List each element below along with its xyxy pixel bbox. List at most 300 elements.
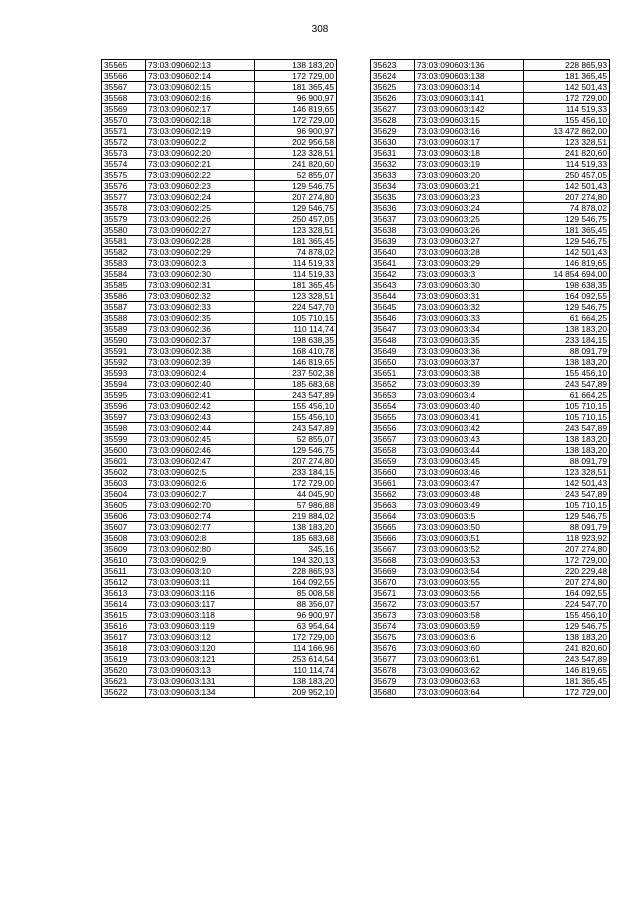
cadastral-number-cell: 73:03:090602:42 bbox=[146, 401, 255, 412]
table-row bbox=[102, 291, 337, 302]
cadastral-number-cell: 73:03:090603:118 bbox=[146, 610, 255, 621]
value-cell: 138 183,20 bbox=[524, 324, 610, 335]
table-row bbox=[371, 236, 610, 247]
table-row bbox=[371, 566, 610, 577]
row-number-cell: 35593 bbox=[102, 368, 146, 379]
cadastral-number-cell: 73:03:090602:74 bbox=[146, 511, 255, 522]
table-row bbox=[102, 170, 337, 181]
table-row bbox=[102, 93, 337, 104]
table-row bbox=[371, 225, 610, 236]
cadastral-number-cell: 73:03:090603:39 bbox=[415, 379, 524, 390]
table-row bbox=[102, 643, 337, 654]
cadastral-number-cell: 73:03:090603:17 bbox=[415, 137, 524, 148]
row-number-cell: 35635 bbox=[371, 192, 415, 203]
row-number-cell: 35587 bbox=[102, 302, 146, 313]
row-number-cell: 35605 bbox=[102, 500, 146, 511]
table-row bbox=[371, 478, 610, 489]
cadastral-number-cell: 73:03:090603:23 bbox=[415, 192, 524, 203]
row-number-cell: 35642 bbox=[371, 269, 415, 280]
cadastral-number-cell: 73:03:090603:56 bbox=[415, 588, 524, 599]
value-cell: 172 729,00 bbox=[524, 687, 610, 698]
row-number-cell: 35577 bbox=[102, 192, 146, 203]
table-row bbox=[371, 511, 610, 522]
value-cell: 146 819,65 bbox=[255, 357, 337, 368]
cadastral-number-cell: 73:03:090603:116 bbox=[146, 588, 255, 599]
value-cell: 345,16 bbox=[255, 544, 337, 555]
value-cell: 181 365,45 bbox=[524, 225, 610, 236]
value-cell: 129 546,75 bbox=[524, 236, 610, 247]
value-cell: 243 547,89 bbox=[524, 489, 610, 500]
row-number-cell: 35578 bbox=[102, 203, 146, 214]
cadastral-number-cell: 73:03:090603:29 bbox=[415, 258, 524, 269]
row-number-cell: 35638 bbox=[371, 225, 415, 236]
value-cell: 118 923,92 bbox=[524, 533, 610, 544]
table-row bbox=[371, 71, 610, 82]
table-row bbox=[102, 610, 337, 621]
cadastral-number-cell: 73:03:090603:134 bbox=[146, 687, 255, 698]
value-cell: 228 865,93 bbox=[255, 566, 337, 577]
row-number-cell: 35594 bbox=[102, 379, 146, 390]
value-cell: 123 328,51 bbox=[255, 225, 337, 236]
row-number-cell: 35658 bbox=[371, 445, 415, 456]
cadastral-number-cell: 73:03:090602:23 bbox=[146, 181, 255, 192]
row-number-cell: 35613 bbox=[102, 588, 146, 599]
table-row bbox=[371, 313, 610, 324]
table-row bbox=[102, 522, 337, 533]
table-row bbox=[371, 368, 610, 379]
row-number-cell: 35656 bbox=[371, 423, 415, 434]
row-number-cell: 35652 bbox=[371, 379, 415, 390]
row-number-cell: 35637 bbox=[371, 214, 415, 225]
row-number-cell: 35612 bbox=[102, 577, 146, 588]
row-number-cell: 35676 bbox=[371, 643, 415, 654]
row-number-cell: 35675 bbox=[371, 632, 415, 643]
value-cell: 243 547,89 bbox=[524, 423, 610, 434]
row-number-cell: 35576 bbox=[102, 181, 146, 192]
cadastral-number-cell: 73:03:090602:7 bbox=[146, 489, 255, 500]
cadastral-number-cell: 73:03:090602:39 bbox=[146, 357, 255, 368]
table-row bbox=[102, 654, 337, 665]
table-row bbox=[371, 357, 610, 368]
table-row bbox=[371, 148, 610, 159]
table-row bbox=[371, 335, 610, 346]
cadastral-number-cell: 73:03:090602:18 bbox=[146, 115, 255, 126]
table-row bbox=[371, 467, 610, 478]
row-number-cell: 35668 bbox=[371, 555, 415, 566]
table-row bbox=[371, 544, 610, 555]
row-number-cell: 35665 bbox=[371, 522, 415, 533]
cadastral-number-cell: 73:03:090603:21 bbox=[415, 181, 524, 192]
row-number-cell: 35655 bbox=[371, 412, 415, 423]
table-row bbox=[102, 71, 337, 82]
table-row bbox=[102, 104, 337, 115]
cadastral-number-cell: 73:03:090603:30 bbox=[415, 280, 524, 291]
table-row bbox=[371, 412, 610, 423]
cadastral-number-cell: 73:03:090603:138 bbox=[415, 71, 524, 82]
value-cell: 146 819,65 bbox=[524, 665, 610, 676]
row-number-cell: 35639 bbox=[371, 236, 415, 247]
value-cell: 52 855,07 bbox=[255, 434, 337, 445]
table-row bbox=[371, 126, 610, 137]
cadastral-number-cell: 73:03:090603:14 bbox=[415, 82, 524, 93]
row-number-cell: 35589 bbox=[102, 324, 146, 335]
row-number-cell: 35666 bbox=[371, 533, 415, 544]
table-row bbox=[371, 82, 610, 93]
value-cell: 181 365,45 bbox=[524, 71, 610, 82]
table-row bbox=[371, 456, 610, 467]
cadastral-number-cell: 73:03:090602:36 bbox=[146, 324, 255, 335]
value-cell: 44 045,90 bbox=[255, 489, 337, 500]
table-row bbox=[102, 302, 337, 313]
row-number-cell: 35646 bbox=[371, 313, 415, 324]
value-cell: 142 501,43 bbox=[524, 478, 610, 489]
cadastral-number-cell: 73:03:090602:44 bbox=[146, 423, 255, 434]
cadastral-number-cell: 73:03:090602:30 bbox=[146, 269, 255, 280]
table-row bbox=[371, 522, 610, 533]
cadastral-number-cell: 73:03:090602:22 bbox=[146, 170, 255, 181]
row-number-cell: 35653 bbox=[371, 390, 415, 401]
cadastral-number-cell: 73:03:090602:19 bbox=[146, 126, 255, 137]
value-cell: 172 729,00 bbox=[524, 555, 610, 566]
table-row bbox=[102, 544, 337, 555]
table-row bbox=[371, 93, 610, 104]
table-row bbox=[102, 533, 337, 544]
cadastral-number-cell: 73:03:090603:55 bbox=[415, 577, 524, 588]
row-number-cell: 35679 bbox=[371, 676, 415, 687]
value-cell: 220 229,48 bbox=[524, 566, 610, 577]
table-row bbox=[102, 247, 337, 258]
table-row bbox=[371, 445, 610, 456]
value-cell: 88 091,79 bbox=[524, 456, 610, 467]
table-row bbox=[371, 599, 610, 610]
row-number-cell: 35623 bbox=[371, 60, 415, 71]
table-row bbox=[102, 60, 337, 71]
table-row bbox=[371, 423, 610, 434]
row-number-cell: 35609 bbox=[102, 544, 146, 555]
value-cell: 57 986,88 bbox=[255, 500, 337, 511]
value-cell: 142 501,43 bbox=[524, 181, 610, 192]
cadastral-number-cell: 73:03:090603:63 bbox=[415, 676, 524, 687]
cadastral-number-cell: 73:03:090603:40 bbox=[415, 401, 524, 412]
table-row bbox=[371, 489, 610, 500]
table-row bbox=[371, 346, 610, 357]
cadastral-number-cell: 73:03:090603:52 bbox=[415, 544, 524, 555]
value-cell: 155 456,10 bbox=[524, 115, 610, 126]
value-cell: 181 365,45 bbox=[255, 236, 337, 247]
row-number-cell: 35678 bbox=[371, 665, 415, 676]
row-number-cell: 35580 bbox=[102, 225, 146, 236]
row-number-cell: 35671 bbox=[371, 588, 415, 599]
value-cell: 123 328,51 bbox=[255, 148, 337, 159]
value-cell: 114 519,33 bbox=[524, 104, 610, 115]
value-cell: 123 328,51 bbox=[524, 467, 610, 478]
table-row bbox=[102, 687, 337, 698]
table-row bbox=[102, 456, 337, 467]
register-table-left-body bbox=[102, 60, 337, 698]
table-row bbox=[102, 115, 337, 126]
table-row bbox=[371, 247, 610, 258]
table-row bbox=[102, 181, 337, 192]
cadastral-number-cell: 73:03:090603:45 bbox=[415, 456, 524, 467]
cadastral-number-cell: 73:03:090602:45 bbox=[146, 434, 255, 445]
cadastral-number-cell: 73:03:090602:43 bbox=[146, 412, 255, 423]
row-number-cell: 35650 bbox=[371, 357, 415, 368]
cadastral-number-cell: 73:03:090603:44 bbox=[415, 445, 524, 456]
table-row bbox=[371, 676, 610, 687]
cadastral-number-cell: 73:03:090602:21 bbox=[146, 159, 255, 170]
value-cell: 250 457,05 bbox=[524, 170, 610, 181]
value-cell: 241 820,60 bbox=[255, 159, 337, 170]
cadastral-number-cell: 73:03:090603:24 bbox=[415, 203, 524, 214]
row-number-cell: 35621 bbox=[102, 676, 146, 687]
cadastral-number-cell: 73:03:090603:6 bbox=[415, 632, 524, 643]
value-cell: 194 320,13 bbox=[255, 555, 337, 566]
cadastral-number-cell: 73:03:090603:131 bbox=[146, 676, 255, 687]
value-cell: 155 456,10 bbox=[524, 368, 610, 379]
value-cell: 181 365,45 bbox=[524, 676, 610, 687]
value-cell: 123 328,51 bbox=[255, 291, 337, 302]
table-row bbox=[371, 302, 610, 313]
cadastral-number-cell: 73:03:090603:50 bbox=[415, 522, 524, 533]
value-cell: 105 710,15 bbox=[524, 401, 610, 412]
value-cell: 129 546,75 bbox=[255, 181, 337, 192]
table-row bbox=[102, 621, 337, 632]
value-cell: 172 729,00 bbox=[255, 632, 337, 643]
table-row bbox=[102, 324, 337, 335]
table-row bbox=[102, 467, 337, 478]
cadastral-number-cell: 73:03:090603:59 bbox=[415, 621, 524, 632]
row-number-cell: 35622 bbox=[102, 687, 146, 698]
cadastral-number-cell: 73:03:090603:33 bbox=[415, 313, 524, 324]
cadastral-number-cell: 73:03:090602:6 bbox=[146, 478, 255, 489]
row-number-cell: 35592 bbox=[102, 357, 146, 368]
table-row bbox=[371, 555, 610, 566]
value-cell: 61 664,25 bbox=[524, 313, 610, 324]
row-number-cell: 35664 bbox=[371, 511, 415, 522]
cadastral-number-cell: 73:03:090603:19 bbox=[415, 159, 524, 170]
cadastral-number-cell: 73:03:090602:70 bbox=[146, 500, 255, 511]
cadastral-number-cell: 73:03:090603:46 bbox=[415, 467, 524, 478]
table-row bbox=[371, 104, 610, 115]
row-number-cell: 35606 bbox=[102, 511, 146, 522]
value-cell: 198 638,35 bbox=[255, 335, 337, 346]
cadastral-number-cell: 73:03:090603:48 bbox=[415, 489, 524, 500]
row-number-cell: 35673 bbox=[371, 610, 415, 621]
row-number-cell: 35647 bbox=[371, 324, 415, 335]
value-cell: 74 878,02 bbox=[524, 203, 610, 214]
row-number-cell: 35636 bbox=[371, 203, 415, 214]
table-row bbox=[102, 214, 337, 225]
cadastral-number-cell: 73:03:090603:35 bbox=[415, 335, 524, 346]
cadastral-number-cell: 73:03:090603:42 bbox=[415, 423, 524, 434]
cadastral-number-cell: 73:03:090602:5 bbox=[146, 467, 255, 478]
cadastral-number-cell: 73:03:090603:10 bbox=[146, 566, 255, 577]
cadastral-number-cell: 73:03:090603:58 bbox=[415, 610, 524, 621]
value-cell: 207 274,80 bbox=[524, 192, 610, 203]
table-row bbox=[102, 126, 337, 137]
row-number-cell: 35641 bbox=[371, 258, 415, 269]
table-row bbox=[371, 632, 610, 643]
table-row bbox=[102, 258, 337, 269]
table-row bbox=[102, 511, 337, 522]
cadastral-number-cell: 73:03:090603:16 bbox=[415, 126, 524, 137]
value-cell: 114 519,33 bbox=[255, 258, 337, 269]
table-row bbox=[102, 577, 337, 588]
value-cell: 96 900,97 bbox=[255, 126, 337, 137]
row-number-cell: 35625 bbox=[371, 82, 415, 93]
cadastral-number-cell: 73:03:090602:13 bbox=[146, 60, 255, 71]
cadastral-number-cell: 73:03:090603:120 bbox=[146, 643, 255, 654]
cadastral-number-cell: 73:03:090602:77 bbox=[146, 522, 255, 533]
value-cell: 61 664,25 bbox=[524, 390, 610, 401]
value-cell: 168 410,78 bbox=[255, 346, 337, 357]
row-number-cell: 35582 bbox=[102, 247, 146, 258]
cadastral-number-cell: 73:03:090602:20 bbox=[146, 148, 255, 159]
cadastral-number-cell: 73:03:090603:38 bbox=[415, 368, 524, 379]
cadastral-number-cell: 73:03:090603:20 bbox=[415, 170, 524, 181]
row-number-cell: 35651 bbox=[371, 368, 415, 379]
row-number-cell: 35607 bbox=[102, 522, 146, 533]
value-cell: 110 114,74 bbox=[255, 324, 337, 335]
value-cell: 138 183,20 bbox=[255, 676, 337, 687]
row-number-cell: 35603 bbox=[102, 478, 146, 489]
table-row bbox=[371, 280, 610, 291]
row-number-cell: 35640 bbox=[371, 247, 415, 258]
cadastral-number-cell: 73:03:090602:24 bbox=[146, 192, 255, 203]
row-number-cell: 35600 bbox=[102, 445, 146, 456]
table-row bbox=[102, 390, 337, 401]
cadastral-number-cell: 73:03:090602:41 bbox=[146, 390, 255, 401]
row-number-cell: 35611 bbox=[102, 566, 146, 577]
cadastral-number-cell: 73:03:090603:62 bbox=[415, 665, 524, 676]
cadastral-number-cell: 73:03:090602:28 bbox=[146, 236, 255, 247]
row-number-cell: 35590 bbox=[102, 335, 146, 346]
value-cell: 96 900,97 bbox=[255, 610, 337, 621]
value-cell: 224 547,70 bbox=[524, 599, 610, 610]
row-number-cell: 35570 bbox=[102, 115, 146, 126]
cadastral-number-cell: 73:03:090602:16 bbox=[146, 93, 255, 104]
row-number-cell: 35602 bbox=[102, 467, 146, 478]
row-number-cell: 35598 bbox=[102, 423, 146, 434]
cadastral-number-cell: 73:03:090603:32 bbox=[415, 302, 524, 313]
row-number-cell: 35672 bbox=[371, 599, 415, 610]
cadastral-number-cell: 73:03:090603:27 bbox=[415, 236, 524, 247]
cadastral-number-cell: 73:03:090603:13 bbox=[146, 665, 255, 676]
table-row bbox=[371, 500, 610, 511]
value-cell: 13 472 862,00 bbox=[524, 126, 610, 137]
row-number-cell: 35670 bbox=[371, 577, 415, 588]
page-number: 308 bbox=[311, 24, 329, 35]
value-cell: 105 710,15 bbox=[524, 412, 610, 423]
row-number-cell: 35654 bbox=[371, 401, 415, 412]
table-row bbox=[371, 170, 610, 181]
value-cell: 138 183,20 bbox=[255, 522, 337, 533]
row-number-cell: 35626 bbox=[371, 93, 415, 104]
row-number-cell: 35680 bbox=[371, 687, 415, 698]
cadastral-number-cell: 73:03:090603:49 bbox=[415, 500, 524, 511]
table-row bbox=[102, 192, 337, 203]
row-number-cell: 35630 bbox=[371, 137, 415, 148]
value-cell: 172 729,00 bbox=[255, 115, 337, 126]
table-row bbox=[102, 346, 337, 357]
value-cell: 142 501,43 bbox=[524, 82, 610, 93]
value-cell: 243 547,89 bbox=[255, 390, 337, 401]
value-cell: 250 457,05 bbox=[255, 214, 337, 225]
table-row bbox=[102, 665, 337, 676]
table-row bbox=[102, 203, 337, 214]
value-cell: 146 819,65 bbox=[524, 258, 610, 269]
table-row bbox=[102, 82, 337, 93]
row-number-cell: 35583 bbox=[102, 258, 146, 269]
cadastral-number-cell: 73:03:090602:25 bbox=[146, 203, 255, 214]
cadastral-number-cell: 73:03:090603:60 bbox=[415, 643, 524, 654]
row-number-cell: 35569 bbox=[102, 104, 146, 115]
table-row bbox=[102, 555, 337, 566]
row-number-cell: 35572 bbox=[102, 137, 146, 148]
table-row bbox=[371, 665, 610, 676]
value-cell: 172 729,00 bbox=[524, 93, 610, 104]
row-number-cell: 35648 bbox=[371, 335, 415, 346]
table-row bbox=[371, 203, 610, 214]
value-cell: 138 183,20 bbox=[524, 357, 610, 368]
row-number-cell: 35631 bbox=[371, 148, 415, 159]
cadastral-number-cell: 73:03:090603:18 bbox=[415, 148, 524, 159]
cadastral-number-cell: 73:03:090603:34 bbox=[415, 324, 524, 335]
value-cell: 228 865,93 bbox=[524, 60, 610, 71]
value-cell: 129 546,75 bbox=[524, 511, 610, 522]
cadastral-number-cell: 73:03:090603:136 bbox=[415, 60, 524, 71]
cadastral-number-cell: 73:03:090603:64 bbox=[415, 687, 524, 698]
value-cell: 146 819,65 bbox=[255, 104, 337, 115]
row-number-cell: 35596 bbox=[102, 401, 146, 412]
value-cell: 110 114,74 bbox=[255, 665, 337, 676]
value-cell: 114 519,33 bbox=[524, 159, 610, 170]
table-row bbox=[102, 588, 337, 599]
cadastral-number-cell: 73:03:090603:51 bbox=[415, 533, 524, 544]
value-cell: 155 456,10 bbox=[255, 412, 337, 423]
row-number-cell: 35608 bbox=[102, 533, 146, 544]
value-cell: 74 878,02 bbox=[255, 247, 337, 258]
table-row bbox=[102, 148, 337, 159]
register-table-left bbox=[101, 59, 337, 698]
value-cell: 181 365,45 bbox=[255, 280, 337, 291]
cadastral-number-cell: 73:03:090602:14 bbox=[146, 71, 255, 82]
table-row bbox=[102, 159, 337, 170]
row-number-cell: 35674 bbox=[371, 621, 415, 632]
table-row bbox=[102, 489, 337, 500]
row-number-cell: 35617 bbox=[102, 632, 146, 643]
cadastral-number-cell: 73:03:090602:3 bbox=[146, 258, 255, 269]
row-number-cell: 35632 bbox=[371, 159, 415, 170]
value-cell: 14 854 694,00 bbox=[524, 269, 610, 280]
row-number-cell: 35660 bbox=[371, 467, 415, 478]
row-number-cell: 35568 bbox=[102, 93, 146, 104]
value-cell: 243 547,89 bbox=[255, 423, 337, 434]
table-row bbox=[102, 379, 337, 390]
cadastral-number-cell: 73:03:090603:47 bbox=[415, 478, 524, 489]
table-row bbox=[371, 258, 610, 269]
row-number-cell: 35601 bbox=[102, 456, 146, 467]
row-number-cell: 35657 bbox=[371, 434, 415, 445]
row-number-cell: 35643 bbox=[371, 280, 415, 291]
cadastral-number-cell: 73:03:090602:15 bbox=[146, 82, 255, 93]
table-row bbox=[102, 401, 337, 412]
value-cell: 207 274,80 bbox=[524, 544, 610, 555]
cadastral-number-cell: 73:03:090603:41 bbox=[415, 412, 524, 423]
value-cell: 207 274,80 bbox=[524, 577, 610, 588]
cadastral-number-cell: 73:03:090602:47 bbox=[146, 456, 255, 467]
cadastral-number-cell: 73:03:090602:37 bbox=[146, 335, 255, 346]
